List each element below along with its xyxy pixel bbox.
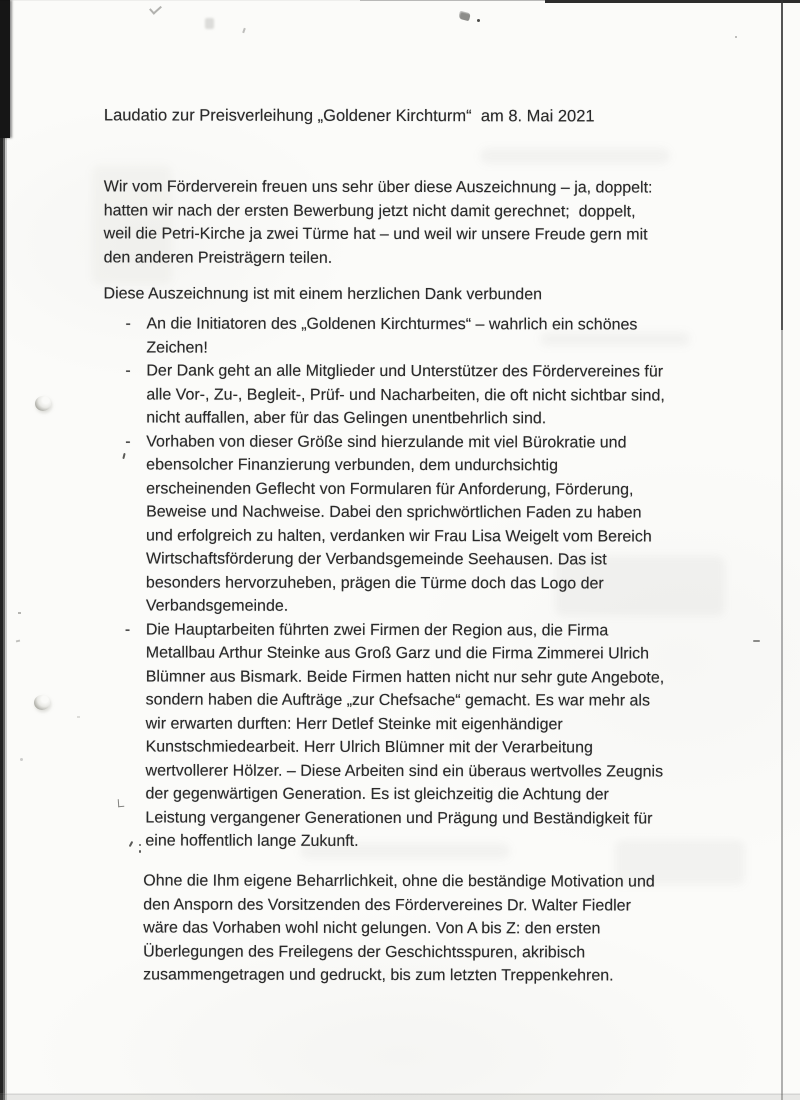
bullet-text [146, 312, 637, 360]
thanks-lead-line [104, 282, 543, 306]
text-line: alle Vor-, Zu-, Begleit-, Prüf- und Nacharbeiten, die oft nicht sichtbar sind, [146, 385, 665, 405]
text-line: Blümner aus Bismark. Beide Firmen hatten nicht nur sehr gute Angebote, [145, 667, 665, 687]
bullet-dash: - [125, 432, 131, 450]
scan-edge-top-dark-line [545, 0, 800, 3]
text-line: Zeichen! [146, 338, 208, 357]
text-line: Verbandsgemeinde. [145, 597, 289, 615]
stray-l-mark [118, 799, 125, 807]
bullet-item [125, 312, 665, 360]
text-line: wir erwarten durften: Herr Detlef Steinke mit eigenhändiger [145, 714, 563, 733]
text-line: Wirtschaftsförderung der Verbandsgemeinde Seehausen. Das ist [145, 550, 607, 569]
text-line: Kunstschmiedearbeit. Herr Ulrich Blümner mit der Verarbeitung [145, 738, 593, 757]
faint-smudge-mark [205, 18, 214, 29]
text-line: sondern haben die Aufträge „zur Chefsache“ gemacht. Es war mehr als [145, 691, 650, 710]
text-line: weil die Petri-Kirche ja zwei Türme hat – und weil wir unsere Freude gern mit [103, 225, 648, 244]
dot-speck [735, 36, 737, 38]
text-line: den anderen Preisträgern teilen. [103, 248, 333, 267]
scan-edge-left-dark-cap [0, 0, 10, 138]
text-line: wertvollerer Hölzer. – Diese Arbeiten sind ein überaus wertvolles Zeugnis [145, 761, 664, 781]
text-line: besonders hervorzuheben, prägen die Türme doch das Logo der [145, 573, 604, 592]
text-line: Die Hauptarbeiten führten zwei Firmen der Region aus, die Firma [145, 620, 609, 639]
text-line: Metallbau Arthur Steinke aus Groß Garz und die Firma Zimmerei Ulrich [145, 644, 650, 663]
text-line: und erfolgreich zu halten, verdanken wir Frau Lisa Weigelt vom Bereich [146, 526, 652, 546]
text-line: der gegenwärtigen Generation. Es ist gleichzeitig die Achtung der [145, 785, 609, 804]
margin-speck [20, 758, 23, 761]
text-line: nicht auffallen, aber für das Gelingen unentbehrlich sind. [146, 409, 547, 428]
text-line: Ohne die Ihm eigene Beharrlichkeit, ohne die beständige Motivation und [143, 872, 655, 891]
stray-colon-dot [139, 844, 141, 846]
text-line: zusammengetragen und gedruckt, bis zum letzten Treppenkehren. [143, 966, 614, 985]
text-line: ebensolcher Finanzierung verbunden, dem undurchsichtig [146, 456, 559, 475]
intro-paragraph [104, 175, 653, 270]
bullet-text [146, 359, 665, 431]
punch-hole-shadow-bottom [34, 695, 50, 710]
bullet-dash: - [125, 315, 131, 333]
text-line: den Ansporn des Vorsitzenden des Fördervereines Dr. Walter Fiedler [143, 895, 631, 914]
margin-speck [18, 612, 21, 614]
bullet-text [145, 618, 664, 854]
text-line: Beweise und Nachweise. Dabei den sprichwörtlichen Faden zu haben [146, 503, 642, 522]
text-line: Wir vom Förderverein freuen uns sehr über diese Auszeichnung – ja, doppelt: [103, 178, 653, 197]
scan-edge-top-faint-line [360, 0, 550, 1]
text-line: erscheinenden Geflecht von Formularen für Anforderung, Förderung, [146, 479, 634, 498]
bullet-item [124, 618, 664, 854]
text-line: Diese Auszeichnung ist mit einem herzlichen Dank verbunden [103, 285, 543, 304]
bullet-item [125, 430, 665, 619]
text-line: Vorhaben von dieser Größe sind hierzulande mit viel Bürokratie und [146, 432, 627, 451]
closing-paragraph [143, 869, 655, 988]
text-line: Der Dank geht an alle Mitglieder und Unterstützer des Fördervereines für [146, 362, 664, 381]
scan-edge-left-band [0, 0, 8, 1100]
text-line: wäre das Vorhaben wohl nicht gelungen. Von A bis Z: den ersten [143, 919, 601, 938]
text-line: An die Initiatoren des „Goldenen Kirchturmes“ – wahrlich ein schönes [146, 315, 638, 334]
thanks-bullet-list [124, 312, 665, 854]
text-line: Überlegungen des Freilegens der Geschichtsspuren, akribisch [143, 942, 586, 961]
text-line: Leistung vergangener Generationen und Prägung und Beständigkeit für [145, 808, 653, 828]
dash-speck-right [753, 640, 760, 642]
document-title: Laudatio zur Preisverleihung „Goldener Kirchturm“ am 8. Mai 2021 [103, 106, 595, 126]
scan-edge-bottom-line [0, 1094, 800, 1095]
text-line: hatten wir nach der ersten Bewerbung jetzt nicht damit gerechnet; doppelt, [103, 201, 636, 220]
bullet-text [146, 430, 652, 619]
ink-dot-speck [477, 19, 480, 22]
margin-speck [77, 716, 80, 718]
bullet-dash: - [124, 620, 131, 638]
scan-edge-right-dark-segment [781, 0, 783, 330]
bullet-dash: - [125, 362, 131, 380]
text-line: eine hoffentlich lange Zukunft. [145, 832, 359, 850]
stray-colon-dot [139, 850, 141, 853]
punch-hole-shadow-top [35, 396, 51, 411]
bullet-item [125, 359, 665, 431]
